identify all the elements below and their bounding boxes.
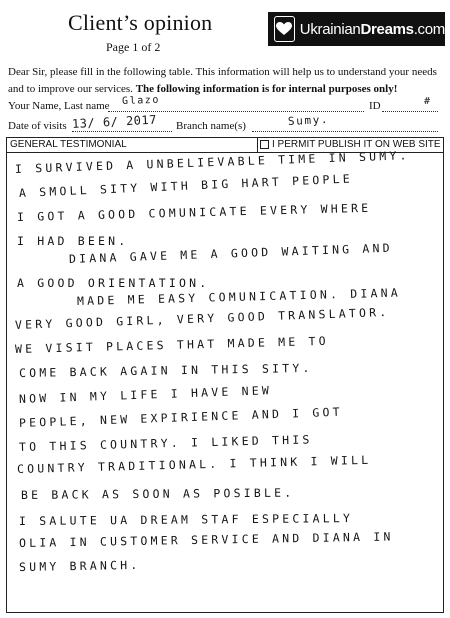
- testimonial-line: PEOPLE, NEW EXPIRIENCE AND I GOT: [18, 404, 344, 430]
- heart-icon: [274, 16, 295, 42]
- testimonial-line: COUNTRY TRADITIONAL. I THINK I WILL: [16, 452, 372, 476]
- branch-line: [252, 131, 438, 132]
- id-line: [382, 111, 438, 112]
- testimonial-line: TO THIS COUNTRY. I LIKED THIS: [18, 432, 313, 454]
- testimonial-line: SUMY BRANCH.: [18, 557, 141, 574]
- intro-instructions: Dear Sir, please fill in the following table. This information will help us to understand your needs and to improve our services.: [8, 66, 437, 95]
- testimonial-line: BE BACK AS SOON AS POSIBLE.: [20, 485, 295, 502]
- testimonial-line: I GOT A GOOD COMUNICATE EVERY WHERE: [16, 200, 372, 224]
- intro-internal-note: The following information is for internal purposes only!: [135, 83, 398, 95]
- id-label: ID: [369, 100, 381, 112]
- branch-label: Branch name(s): [176, 120, 246, 132]
- testimonial-title: GENERAL TESTIMONIAL: [10, 139, 127, 150]
- date-line: [72, 131, 172, 132]
- testimonial-line: I HAD BEEN.: [17, 234, 129, 248]
- testimonial-line: I SALUTE UA DREAM STAF ESPECIALLY: [18, 511, 354, 528]
- date-field[interactable]: 13/ 6/ 2017: [71, 112, 158, 131]
- testimonial-line: OLIA IN CUSTOMER SERVICE AND DIANA IN: [18, 529, 394, 550]
- name-line: [108, 111, 364, 112]
- testimonial-box: [6, 137, 444, 613]
- testimonial-line: MADE ME EASY COMUNICATION. DIANA: [76, 285, 402, 308]
- testimonial-line: VERY GOOD GIRL, VERY GOOD TRANSLATOR.: [14, 304, 390, 332]
- testimonial-line: COME BACK AGAIN IN THIS SITY.: [18, 360, 313, 380]
- date-label: Date of visits: [8, 120, 67, 132]
- publish-checkbox[interactable]: [260, 140, 269, 149]
- testimonial-line: A GOOD ORIENTATION.: [17, 276, 210, 290]
- logo-wordmark: UkrainianDreams.com: [299, 20, 445, 38]
- form-title: Client’s opinion: [68, 10, 213, 35]
- publish-permission[interactable]: [260, 139, 441, 150]
- ukrainiandreams-logo: [268, 12, 445, 46]
- testimonial-line: NOW IN MY LIFE I HAVE NEW: [18, 383, 273, 406]
- branch-field[interactable]: Sumy.: [287, 112, 330, 128]
- testimonial-line: DIANA GAVE ME A GOOD WAITING AND: [68, 240, 394, 266]
- testimonial-line: WE VISIT PLACES THAT MADE ME TO: [14, 333, 329, 356]
- testimonial-line: A SMOLL SITY WITH BIG HART PEOPLE: [18, 171, 354, 200]
- publish-label: I PERMIT PUBLISH IT ON WEB SITE: [272, 139, 441, 150]
- page-indicator: Page 1 of 2: [106, 40, 161, 54]
- name-label: Your Name, Last name: [8, 100, 110, 112]
- intro-text: [8, 64, 444, 98]
- testimonial-line: I SURVIVED A UNBELIEVABLE TIME IN SUMY.: [14, 148, 410, 176]
- name-field[interactable]: Glazo: [121, 94, 161, 107]
- id-field[interactable]: #: [424, 96, 432, 107]
- header-divider: [257, 138, 258, 152]
